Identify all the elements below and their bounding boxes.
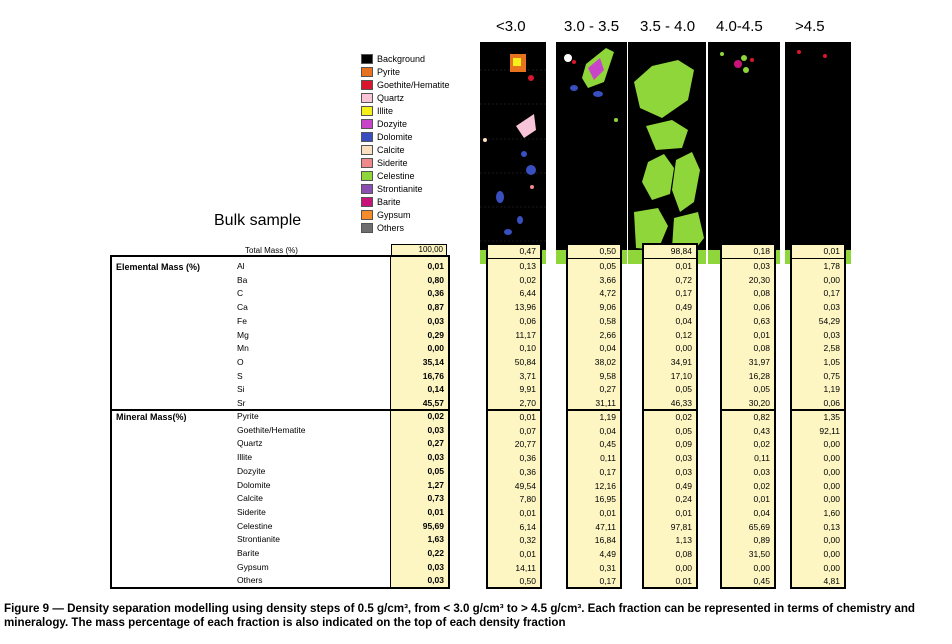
legend-item [361,182,450,195]
fraction-element-value: 1,78 [823,261,840,271]
legend-label: Gypsum [377,209,411,220]
legend-swatch [361,80,373,90]
fraction-element-value: 0,06 [753,302,770,313]
particle-image-5 [785,42,851,264]
elemental-mass-label: Elemental Mass (%) [116,262,201,272]
element-bulk-value: 0,29 [427,329,444,340]
fraction-mineral-value: 0,36 [519,453,536,464]
element-bulk-value: 0,00 [427,343,444,354]
fraction-mineral-value: 0,01 [675,576,692,587]
fraction-row-divider [644,258,696,259]
legend-label: Goethite/Hematite [377,79,450,90]
fraction-mineral-value: 0,04 [753,507,770,518]
fraction-header-5: >4.5 [795,18,825,35]
fraction-column [486,243,542,589]
mineral-label: Dozyite [237,465,266,476]
legend-label: Celestine [377,170,415,181]
legend-swatch [361,93,373,103]
fraction-mineral-value: 1,19 [599,412,616,422]
particle-image-3 [628,42,706,264]
fraction-element-value: 0,03 [823,329,840,340]
legend-swatch [361,223,373,233]
element-bulk-value: 16,76 [422,370,444,381]
legend-item [361,52,450,65]
legend-label: Illite [377,105,394,116]
mineral-label: Celestine [237,520,273,531]
fraction-element-value: 17,10 [670,370,692,381]
mineral-label: Illite [237,452,253,463]
legend-item [361,195,450,208]
legend-label: Others [377,222,405,233]
fraction-mineral-value: 0,50 [519,576,536,587]
fraction-element-value: 0,04 [599,343,616,354]
fraction-column [566,243,622,589]
fraction-mineral-value: 0,09 [675,439,692,450]
legend-label: Barite [377,196,401,207]
mineral-label: Gypsum [237,561,269,572]
element-label: O [237,356,244,367]
fraction-element-value: 0,10 [519,343,536,354]
fraction-element-value: 6,44 [519,288,536,299]
legend-swatch [361,210,373,220]
fraction-element-value: 0,08 [753,288,770,299]
fraction-mineral-value: 0,00 [823,439,840,450]
fraction-element-value: 0,05 [675,384,692,395]
fraction-mineral-value: 0,08 [675,549,692,559]
legend-item [361,208,450,221]
fraction-element-value: 3,71 [519,370,536,381]
legend-item [361,130,450,143]
mineral-bulk-value: 95,69 [422,520,444,531]
legend-swatch [361,132,373,142]
mineral-bulk-value: 0,73 [427,493,444,504]
element-label: Mg [237,329,249,340]
fraction-element-value: 9,91 [519,384,536,395]
particle-image-4 [708,42,780,264]
fraction-mineral-value: 0,11 [600,453,616,464]
element-label: Ba [237,274,248,285]
fraction-header-2: 3.0 - 3.5 [564,18,620,35]
mineral-label: Others [237,575,263,586]
fraction-mineral-value: 0,02 [753,439,770,450]
mineral-bulk-value: 0,03 [427,452,444,463]
element-bulk-value: 0,80 [427,274,444,285]
legend-label: Background [377,53,426,64]
fraction-element-value: 38,02 [594,356,616,367]
element-label: Al [237,261,245,271]
fraction-row-divider [568,258,620,259]
element-label: Sr [237,398,246,408]
fraction-element-value: 0,63 [753,315,770,326]
mineral-bulk-value: 0,03 [427,575,444,586]
fraction-element-value: 0,03 [823,302,840,313]
fraction-mineral-value: 0,00 [823,480,840,491]
legend-swatch [361,184,373,194]
legend-swatch [361,106,373,116]
fraction-element-value: 11,17 [515,329,536,340]
element-bulk-value: 0,03 [427,315,444,326]
total-mass-bulk-value: 100,00 [391,244,447,256]
fraction-element-value: 31,97 [748,356,770,367]
fraction-mineral-value: 7,80 [519,494,536,505]
fraction-total-mass: 98,84 [670,246,692,256]
fraction-element-value: 2,58 [823,343,840,354]
fraction-mineral-value: 92,11 [819,425,840,436]
particle-image-2 [556,42,627,264]
fraction-element-value: 0,03 [753,261,770,271]
figure-caption: Figure 9 — Density separation modelling using density steps of 0.5 g/cm³, from < 3.0 g/cm³ to > 4.5 g/cm³. Each fraction can be represented in terms of chemistry and mineralogy. The mass percentage of each fraction is also indicated on the top of each density fraction [4,602,915,629]
mineral-label: Siderite [237,506,266,517]
fraction-element-value: 3,66 [599,274,616,285]
element-label: Si [237,384,245,395]
fraction-element-value: 0,06 [519,315,536,326]
fraction-mineral-value: 0,00 [823,453,840,464]
fraction-mineral-value: 0,45 [753,576,770,587]
fraction-mineral-value: 0,45 [599,439,616,450]
fraction-mineral-value: 0,04 [599,425,616,436]
bulk-sample-title: Bulk sample [214,212,302,229]
fraction-element-value: 54,29 [818,315,840,326]
fraction-mineral-value: 0,03 [675,466,692,477]
particle-image-1 [480,42,546,264]
fraction-mineral-value: 0,49 [675,480,692,491]
fraction-header-4: 4.0-4.5 [716,18,763,35]
element-bulk-value: 0,36 [427,288,444,299]
fraction-header-1: <3.0 [496,18,526,35]
fraction-element-value: 0,05 [753,384,770,395]
fraction-column [720,243,776,589]
mineral-label: Strontianite [237,534,280,545]
fraction-mineral-value: 0,00 [675,562,692,573]
fraction-header-3: 3.5 - 4.0 [640,18,696,35]
fraction-mineral-value: 0,01 [599,507,616,518]
fraction-mineral-value: 0,00 [823,466,840,477]
legend-swatch [361,171,373,181]
legend-swatch [361,145,373,155]
legend-label: Dolomite [377,131,413,142]
fraction-mineral-value: 65,69 [748,521,770,532]
fraction-mineral-value: 0,32 [519,535,536,546]
mineral-mass-label: Mineral Mass(%) [116,412,187,422]
element-label: C [237,288,244,299]
fraction-mineral-value: 0,36 [519,466,536,477]
fraction-mineral-value: 0,00 [823,535,840,546]
fraction-mineral-value: 0,05 [675,425,692,436]
fraction-mineral-value: 0,89 [753,535,770,546]
fraction-element-value: 0,01 [675,261,692,271]
fraction-mineral-value: 49,54 [514,480,536,491]
fraction-element-value: 2,66 [599,329,616,340]
fraction-mineral-value: 0,01 [753,494,770,505]
legend-label: Quartz [377,92,405,103]
fraction-mineral-value: 4,81 [823,576,840,587]
fraction-row-divider [722,258,774,259]
mineral-bulk-value: 0,02 [427,411,444,421]
fraction-mineral-value: 0,17 [599,576,616,587]
legend-label: Dozyite [377,118,408,129]
mineral-bulk-value: 0,01 [427,506,444,517]
fraction-element-value: 9,06 [599,302,616,313]
mineral-bulk-value: 0,22 [427,548,444,558]
legend-item [361,143,450,156]
fraction-mineral-value: 0,01 [675,507,692,518]
fraction-mineral-value: 0,00 [823,494,840,505]
mineral-bulk-value: 1,63 [427,534,444,545]
fraction-element-value: 46,33 [670,398,692,408]
fraction-mineral-value: 0,13 [823,521,840,532]
fraction-element-value: 1,05 [823,356,840,367]
fraction-element-value: 0,12 [675,329,692,340]
legend-item [361,221,450,234]
fraction-element-value: 9,58 [599,370,616,381]
element-label: S [237,370,243,381]
fraction-mineral-value: 0,82 [753,412,770,422]
legend-swatch [361,197,373,207]
element-bulk-value: 45,57 [422,398,444,408]
legend-item [361,117,450,130]
fraction-element-value: 0,00 [823,274,840,285]
legend-item [361,169,450,182]
fraction-mineral-value: 0,03 [753,466,770,477]
fraction-mineral-value: 16,84 [594,535,616,546]
fraction-mineral-value: 0,00 [823,549,840,559]
legend-label: Strontianite [377,183,423,194]
legend-item [361,91,450,104]
fraction-mineral-value: 0,00 [823,562,840,573]
fraction-element-value: 4,72 [599,288,616,299]
fraction-mineral-value: 0,31 [599,562,616,573]
fraction-element-value: 0,13 [519,261,536,271]
fraction-mineral-value: 4,49 [599,549,616,559]
fraction-total-mass: 0,47 [519,246,536,256]
mineral-label: Pyrite [237,411,259,421]
legend-label: Siderite [377,157,408,168]
legend-item [361,156,450,169]
fraction-total-mass: 0,01 [823,246,840,256]
fraction-element-value: 0,17 [823,288,840,299]
element-label: Fe [237,315,247,326]
mineral-label: Goethite/Hematite [237,424,306,435]
fraction-mineral-value: 0,02 [753,480,770,491]
mineral-label: Calcite [237,493,263,504]
element-label: Mn [237,343,249,354]
fraction-element-value: 20,30 [748,274,770,285]
fraction-mineral-value: 0,43 [753,425,770,436]
fraction-mineral-value: 12,16 [594,480,616,491]
mineral-legend [361,52,450,234]
mineral-bulk-value: 1,27 [427,479,444,490]
legend-swatch [361,119,373,129]
legend-label: Calcite [377,144,405,155]
legend-swatch [361,158,373,168]
element-bulk-value: 35,14 [422,356,444,367]
fraction-mineral-value: 1,13 [675,535,692,546]
fraction-mineral-value: 14,11 [515,562,536,573]
total-mass-label: Total Mass (%) [245,246,298,255]
fraction-mineral-value: 47,11 [595,521,616,532]
fraction-element-value: 0,72 [675,274,692,285]
fraction-total-mass: 0,18 [753,246,770,256]
mineral-bulk-value: 0,03 [427,424,444,435]
legend-swatch [361,54,373,64]
fraction-element-value: 0,27 [599,384,616,395]
fraction-element-value: 0,05 [599,261,616,271]
fraction-element-value: 0,04 [675,315,692,326]
fraction-element-value: 0,02 [519,274,536,285]
fraction-element-value: 16,28 [748,370,770,381]
fraction-element-value: 0,75 [823,370,840,381]
fraction-mineral-value: 31,50 [748,549,770,559]
fraction-mineral-value: 0,07 [519,425,536,436]
bulk-table-divider [390,255,391,589]
fraction-element-value: 0,00 [675,343,692,354]
fraction-element-value: 13,96 [514,302,536,313]
legend-label: Pyrite [377,66,401,77]
mineral-label: Quartz [237,438,263,449]
fraction-mineral-value: 0,01 [519,549,536,559]
mineral-label: Dolomite [237,479,271,490]
fraction-element-value: 0,17 [675,288,692,299]
fraction-element-value: 50,84 [514,356,536,367]
mineral-bulk-value: 0,05 [427,465,444,476]
mineral-label: Barite [237,548,260,558]
fraction-element-value: 1,19 [823,384,840,395]
fraction-mineral-value: 1,60 [823,507,840,518]
legend-item [361,104,450,117]
fraction-mineral-value: 0,11 [754,453,770,464]
legend-swatch [361,67,373,77]
fraction-element-value: 31,11 [595,398,616,408]
fraction-element-value: 0,08 [753,343,770,354]
fraction-column [642,243,698,589]
fraction-mineral-value: 0,24 [675,494,692,505]
legend-item [361,78,450,91]
element-bulk-value: 0,01 [427,261,444,271]
fraction-total-mass: 0,50 [599,246,616,256]
fraction-mineral-value: 0,03 [675,453,692,464]
fraction-element-value: 0,01 [753,329,770,340]
fraction-column [790,243,846,589]
fraction-mineral-value: 97,81 [670,521,692,532]
element-bulk-value: 0,87 [427,302,444,313]
fraction-mineral-value: 20,77 [514,439,536,450]
fraction-row-divider [488,258,540,259]
fraction-mineral-value: 0,01 [519,412,536,422]
element-bulk-value: 0,14 [427,384,444,395]
fraction-element-value: 2,70 [519,398,536,408]
legend-item [361,65,450,78]
fraction-mineral-value: 0,02 [675,412,692,422]
fraction-element-value: 0,49 [675,302,692,313]
fraction-mineral-value: 0,01 [519,507,536,518]
fraction-element-value: 0,58 [599,315,616,326]
element-label: Ca [237,302,248,313]
fraction-element-value: 0,06 [823,398,840,408]
fraction-element-value: 30,20 [748,398,770,408]
fraction-mineral-value: 0,00 [753,562,770,573]
fraction-mineral-value: 0,17 [599,466,616,477]
fraction-mineral-value: 1,35 [823,412,840,422]
fraction-row-divider [792,258,844,259]
fraction-mineral-value: 6,14 [519,521,536,532]
fraction-mineral-value: 16,95 [594,494,616,505]
fraction-element-value: 34,91 [670,356,692,367]
mineral-bulk-value: 0,27 [427,438,444,449]
mineral-bulk-value: 0,03 [427,561,444,572]
